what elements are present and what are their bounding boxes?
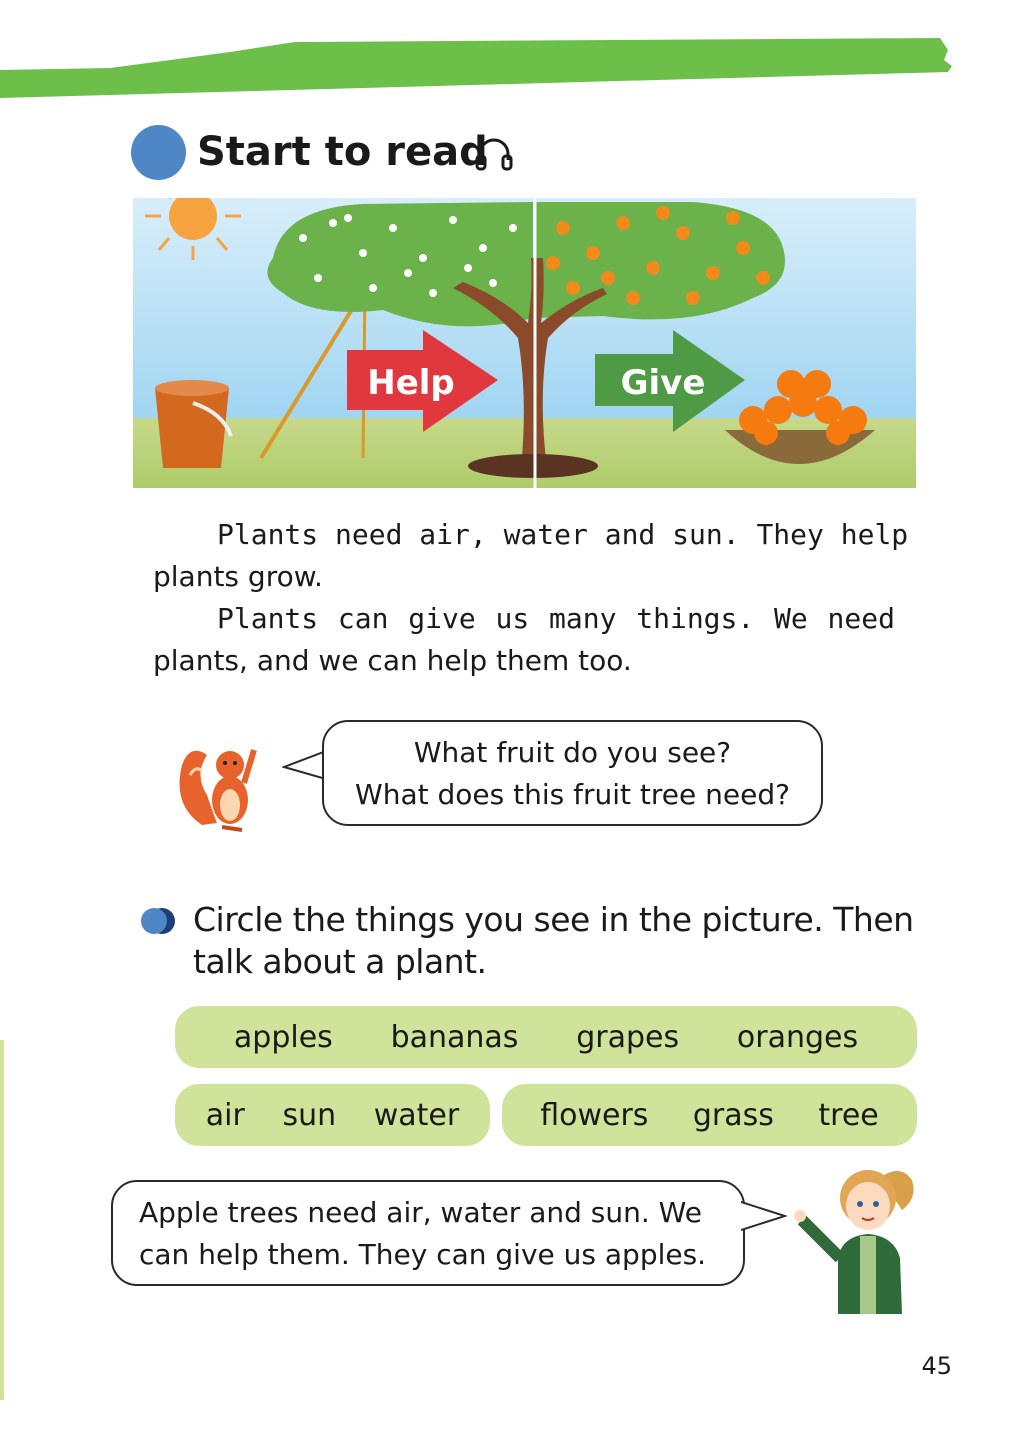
- section-title: Start to read: [197, 129, 488, 175]
- word-option[interactable]: water: [373, 1097, 460, 1133]
- passage-line: Plants need air, water and sun. They help: [217, 518, 909, 551]
- word-option[interactable]: flowers: [540, 1097, 649, 1133]
- squirrel-speech-bubble: [322, 720, 823, 826]
- section-bullet-icon: [131, 125, 186, 180]
- margin-strip: [0, 1040, 4, 1400]
- help-sign-label: Help: [367, 363, 455, 403]
- word-option[interactable]: tree: [818, 1097, 879, 1133]
- word-option[interactable]: apples: [233, 1019, 333, 1055]
- word-option[interactable]: oranges: [736, 1019, 859, 1055]
- word-option[interactable]: air: [205, 1097, 245, 1133]
- word-option[interactable]: bananas: [390, 1019, 519, 1055]
- headphones-icon[interactable]: [474, 134, 514, 172]
- word-bank-plant-parts: [502, 1084, 917, 1146]
- word-option[interactable]: sun: [282, 1097, 337, 1133]
- task-instruction: Circle the things you see in the picture. Then talk about a plant.: [193, 900, 914, 981]
- question-line: What does this fruit tree need?: [355, 778, 790, 811]
- passage-line: plants, and we can help them too.: [153, 644, 632, 677]
- top-green-band: [0, 38, 960, 100]
- passage-line: plants grow.: [153, 560, 323, 593]
- bubble-tail: [282, 745, 326, 785]
- task-bullet-icon: [140, 906, 178, 936]
- girl-speech-bubble: [111, 1180, 745, 1286]
- passage-line: Plants can give us many things. We need: [217, 602, 895, 635]
- speech-line: can help them. They can give us apples.: [139, 1238, 707, 1271]
- bucket-icon: [155, 380, 231, 468]
- page-number: 45: [921, 1352, 952, 1380]
- word-option[interactable]: grass: [692, 1097, 774, 1133]
- word-bank-needs: [175, 1084, 490, 1146]
- word-bank-fruits: [175, 1006, 917, 1068]
- squirrel-icon: [172, 735, 272, 835]
- give-sign-label: Give: [620, 363, 706, 403]
- bubble-tail: [741, 1196, 787, 1240]
- word-option[interactable]: grapes: [576, 1019, 680, 1055]
- question-line: What fruit do you see?: [413, 736, 732, 769]
- girl-icon: [790, 1158, 925, 1314]
- reading-passage: [153, 514, 909, 682]
- speech-line: Apple trees need air, water and sun. We: [139, 1196, 702, 1229]
- plant-help-give-illustration: [133, 198, 916, 488]
